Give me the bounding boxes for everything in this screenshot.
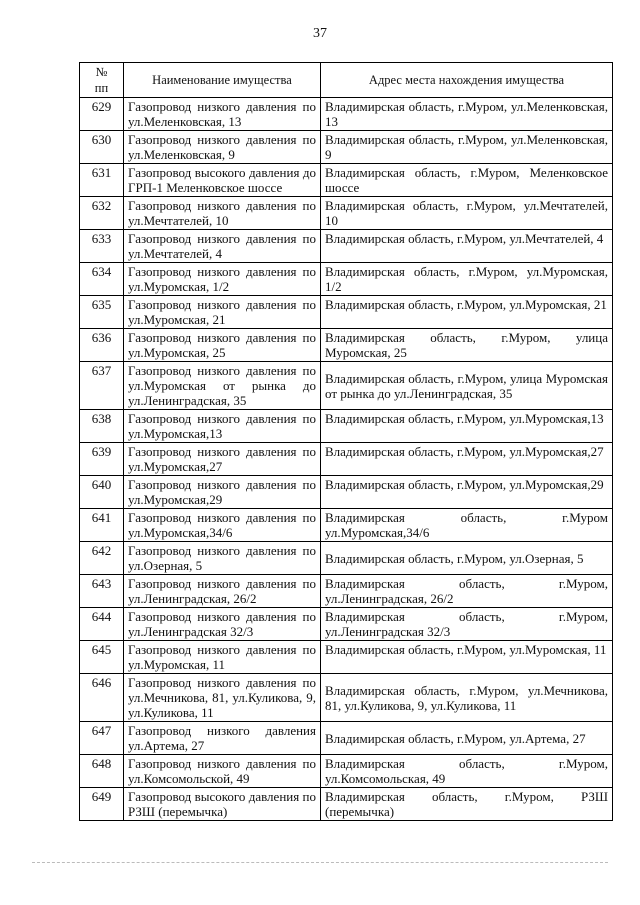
table-row (80, 197, 613, 230)
property-address: Владимирская область, г.Муром, Меленковское шоссе (321, 164, 613, 197)
property-address: Владимирская область, г.Муром, ул.Муромская, 21 (321, 296, 613, 329)
property-address: Владимирская область, г.Муром, РЗШ (перемычка) (321, 788, 613, 821)
table-row (80, 296, 613, 329)
property-address: Владимирская область, г.Муром, ул.Мечникова, 81, ул.Куликова, 9, ул.Куликова, 11 (321, 674, 613, 722)
property-name: Газопровод низкого давления по ул.Мечникова, 81, ул.Куликова, 9, ул.Куликова, 11 (124, 674, 321, 722)
table-row (80, 410, 613, 443)
table-row (80, 542, 613, 575)
table-row (80, 788, 613, 821)
property-address: Владимирская область, г.Муром, ул.Муромская, 1/2 (321, 263, 613, 296)
property-name: Газопровод низкого давления по ул.Муромская, 1/2 (124, 263, 321, 296)
table-row (80, 509, 613, 542)
row-number: 629 (80, 98, 124, 131)
property-address: Владимирская область, г.Муром, ул.Мечтателей, 10 (321, 197, 613, 230)
column-header-number-line1: № (95, 65, 108, 79)
property-address: Владимирская область, г.Муром, ул.Артема, 27 (321, 722, 613, 755)
property-name: Газопровод высокого давления до ГРП-1 Меленковское шоссе (124, 164, 321, 197)
table-row (80, 230, 613, 263)
table-row (80, 164, 613, 197)
property-name: Газопровод низкого давления по ул.Комсомольской, 49 (124, 755, 321, 788)
property-name: Газопровод низкого давления по ул.Муромская,34/6 (124, 509, 321, 542)
property-address: Владимирская область, г.Муром, ул.Мечтателей, 4 (321, 230, 613, 263)
property-name: Газопровод низкого давления по ул.Муромская,13 (124, 410, 321, 443)
column-header-number (80, 63, 124, 98)
table-row (80, 608, 613, 641)
property-name: Газопровод низкого давления по ул.Муромская от рынка до ул.Ленинградская, 35 (124, 362, 321, 410)
page-number: 37 (313, 26, 327, 41)
property-address: Владимирская область, г.Муром, улица Муромская от рынка до ул.Ленинградская, 35 (321, 362, 613, 410)
table-row (80, 443, 613, 476)
column-header-name: Наименование имущества (124, 63, 321, 98)
property-table (79, 62, 613, 821)
row-number: 635 (80, 296, 124, 329)
property-name: Газопровод низкого давления по ул.Муромская,27 (124, 443, 321, 476)
table-row (80, 131, 613, 164)
property-address: Владимирская область, г.Муром, улица Муромская, 25 (321, 329, 613, 362)
table-row (80, 263, 613, 296)
row-number: 649 (80, 788, 124, 821)
table-row (80, 755, 613, 788)
row-number: 647 (80, 722, 124, 755)
row-number: 642 (80, 542, 124, 575)
property-address: Владимирская область, г.Муром, ул.Муромская,13 (321, 410, 613, 443)
property-name: Газопровод низкого давления по ул.Муромская, 21 (124, 296, 321, 329)
column-header-address: Адрес места нахождения имущества (321, 63, 613, 98)
property-name: Газопровод низкого давления по ул.Ленинградская 32/3 (124, 608, 321, 641)
property-address: Владимирская область, г.Муром ул.Муромская,34/6 (321, 509, 613, 542)
property-name: Газопровод низкого давления по ул.Мечтателей, 10 (124, 197, 321, 230)
table-row (80, 641, 613, 674)
property-address: Владимирская область, г.Муром, ул.Муромская,29 (321, 476, 613, 509)
property-name: Газопровод низкого давления по ул.Муромская, 11 (124, 641, 321, 674)
row-number: 633 (80, 230, 124, 263)
row-number: 636 (80, 329, 124, 362)
footer-divider (32, 862, 608, 863)
property-name: Газопровод низкого давления по ул.Муромская,29 (124, 476, 321, 509)
row-number: 639 (80, 443, 124, 476)
row-number: 631 (80, 164, 124, 197)
row-number: 630 (80, 131, 124, 164)
property-name: Газопровод низкого давления по ул.Озерная, 5 (124, 542, 321, 575)
property-name: Газопровод низкого давления ул.Артема, 27 (124, 722, 321, 755)
row-number: 640 (80, 476, 124, 509)
property-address: Владимирская область, г.Муром, ул.Меленковская, 9 (321, 131, 613, 164)
row-number: 632 (80, 197, 124, 230)
table-row (80, 98, 613, 131)
table-row (80, 476, 613, 509)
property-name: Газопровод низкого давления по ул.Ленинградская, 26/2 (124, 575, 321, 608)
table-row (80, 329, 613, 362)
row-number: 641 (80, 509, 124, 542)
row-number: 648 (80, 755, 124, 788)
row-number: 634 (80, 263, 124, 296)
property-address: Владимирская область, г.Муром, ул.Меленковская, 13 (321, 98, 613, 131)
row-number: 645 (80, 641, 124, 674)
row-number: 646 (80, 674, 124, 722)
row-number: 643 (80, 575, 124, 608)
property-name: Газопровод низкого давления по ул.Муромская, 25 (124, 329, 321, 362)
property-address: Владимирская область, г.Муром, ул.Комсомольская, 49 (321, 755, 613, 788)
row-number: 644 (80, 608, 124, 641)
property-name: Газопровод низкого давления по ул.Меленковская, 13 (124, 98, 321, 131)
property-name: Газопровод низкого давления по ул.Меленковская, 9 (124, 131, 321, 164)
table-row (80, 362, 613, 410)
column-header-number-line2: пп (94, 81, 109, 95)
table-row (80, 722, 613, 755)
property-address: Владимирская область, г.Муром, ул.Ленинградская 32/3 (321, 608, 613, 641)
row-number: 638 (80, 410, 124, 443)
property-address: Владимирская область, г.Муром, ул.Муромская,27 (321, 443, 613, 476)
property-address: Владимирская область, г.Муром, ул.Ленинградская, 26/2 (321, 575, 613, 608)
table-row (80, 674, 613, 722)
property-address: Владимирская область, г.Муром, ул.Муромская, 11 (321, 641, 613, 674)
row-number: 637 (80, 362, 124, 410)
table-row (80, 575, 613, 608)
property-name: Газопровод низкого давления по ул.Мечтателей, 4 (124, 230, 321, 263)
table-header-row (80, 63, 613, 98)
property-name: Газопровод высокого давления по РЗШ (перемычка) (124, 788, 321, 821)
property-address: Владимирская область, г.Муром, ул.Озерная, 5 (321, 542, 613, 575)
